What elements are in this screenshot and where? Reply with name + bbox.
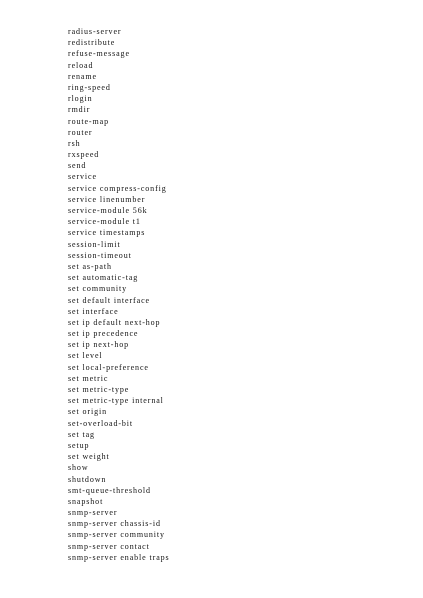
command-list-item: set origin	[68, 407, 107, 417]
command-list-item: show	[68, 463, 89, 473]
command-list-item: rmdir	[68, 105, 91, 115]
command-list-item: send	[68, 161, 87, 171]
command-list-item: set ip default next-hop	[68, 317, 161, 327]
command-list-item: set weight	[68, 452, 110, 462]
command-list-item: set tag	[68, 429, 95, 439]
command-list-item: snmp-server enable traps	[68, 552, 170, 562]
command-list-item: snmp-server	[68, 508, 118, 518]
command-list-item: set community	[68, 284, 128, 294]
command-list-item: ring-speed	[68, 82, 111, 92]
command-list-item: router	[68, 127, 93, 137]
command-list-item: set ip next-hop	[68, 340, 130, 350]
command-list-item: service timestamps	[68, 228, 146, 238]
command-list-item: radius-server	[68, 27, 122, 36]
command-list-item: route-map	[68, 116, 109, 126]
command-list-item: set local-preference	[68, 362, 149, 372]
command-list-item: snapshot	[68, 496, 104, 506]
command-list-item: rlogin	[68, 94, 93, 104]
command-list-item: setup	[68, 440, 90, 450]
command-list-item: set level	[68, 351, 103, 361]
command-list-item: set interface	[68, 306, 119, 316]
command-list-item: rename	[68, 71, 97, 81]
command-list-item: snmp-server chassis-id	[68, 519, 161, 529]
command-list-item: shutdown	[68, 474, 107, 484]
command-list-item: set metric-type internal	[68, 396, 164, 406]
command-list-item: snmp-server community	[68, 530, 165, 540]
command-list-item: set default interface	[68, 295, 150, 305]
command-list-item: set metric	[68, 373, 109, 383]
command-list-item: set-overload-bit	[68, 418, 134, 428]
command-list-item: reload	[68, 60, 94, 70]
command-list-item: rsh	[68, 138, 81, 148]
command-list-item: redistribute	[68, 38, 116, 48]
command-list-item: set ip precedence	[68, 329, 139, 339]
command-list-item: smt-queue-threshold	[68, 485, 151, 495]
command-list-item: set as-path	[68, 261, 112, 271]
command-list-item: service	[68, 172, 97, 182]
command-list-item: set automatic-tag	[68, 273, 139, 283]
command-list-item: service linenumber	[68, 194, 146, 204]
command-list-item: session-limit	[68, 239, 121, 249]
command-list-item: rxspeed	[68, 150, 100, 160]
command-list-item: refuse-message	[68, 49, 130, 59]
command-list-item: service-module t1	[68, 217, 141, 227]
command-list	[68, 26, 170, 563]
command-list-item: service-module 56k	[68, 206, 148, 215]
command-list-item: set metric-type	[68, 385, 130, 394]
command-list-item: snmp-server contact	[68, 541, 150, 551]
command-list-item: service compress-config	[68, 183, 167, 193]
command-list-item: session-timeout	[68, 250, 132, 260]
